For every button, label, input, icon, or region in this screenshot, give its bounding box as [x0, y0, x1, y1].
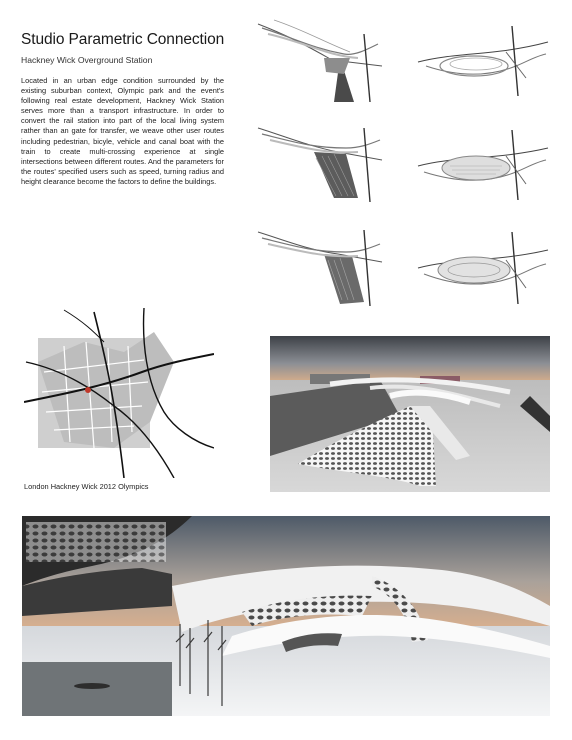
perspective-render [22, 516, 550, 716]
diagram-6 [416, 228, 550, 304]
diagram-3 [254, 118, 386, 202]
site-map [24, 302, 214, 478]
diagram-5 [254, 224, 386, 306]
site-map-caption: London Hackney Wick 2012 Olympics [24, 482, 149, 491]
diagram-2 [416, 22, 550, 96]
diagram-1 [254, 14, 386, 102]
aerial-render [270, 336, 550, 492]
page-title: Studio Parametric Connection [21, 31, 225, 48]
project-description: Located in an urban edge condition surrounded by the existing suburban context, Olympic park and the event's following real estate development, Hackney Wick Station serves more than a transport infrastructure. In order to convert the rail station into part of the local living system rather than an gate for transfer, we weave other user routes including pedestrian, bicyle, vehicle and canal boat with the train to create multi-crossing experience at single intersections between different routes. And the parameters for the routes' specified users such as speed, turning radius and height clearance become the factors to define the buildings. [21, 76, 224, 186]
page-subtitle: Hackney Wick Overground Station [21, 55, 153, 65]
diagram-4 [416, 126, 550, 200]
